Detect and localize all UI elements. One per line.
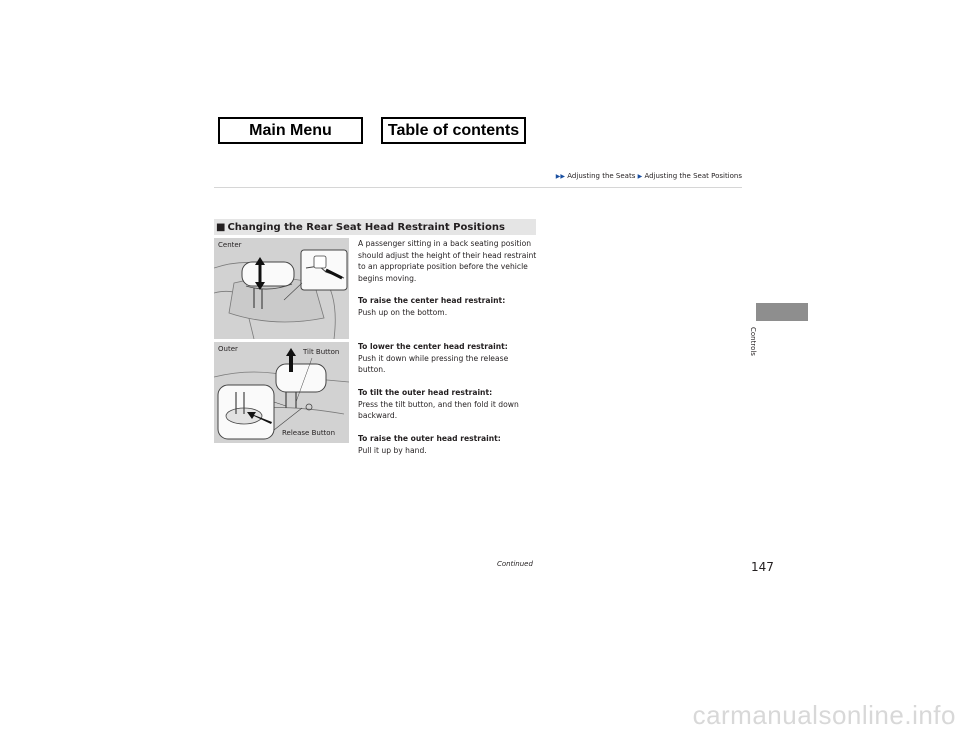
breadcrumb <box>556 172 742 180</box>
intro-paragraph <box>358 238 538 284</box>
table-of-contents-button[interactable]: Table of contents <box>381 117 526 144</box>
section-heading <box>214 219 536 235</box>
outer-restraint-drawing <box>214 342 349 443</box>
raise-center-text: Push up on the bottom. <box>358 307 448 317</box>
raise-outer-block <box>358 433 538 456</box>
outer-restraint-illustration <box>214 342 349 443</box>
center-restraint-illustration <box>214 238 349 339</box>
header-divider <box>214 187 742 188</box>
breadcrumb-level2[interactable]: Adjusting the Seat Positions <box>644 172 742 180</box>
tilt-button-label: Tilt Button <box>303 348 340 356</box>
watermark-text: carmanualsonline.info <box>692 700 956 730</box>
tilt-outer-heading: To tilt the outer head restraint: <box>358 388 493 397</box>
chapter-label: Controls <box>749 327 757 356</box>
chapter-tab[interactable] <box>756 303 808 321</box>
center-restraint-drawing <box>214 238 349 339</box>
square-bullet-icon: ■ <box>216 221 226 233</box>
raise-outer-heading: To raise the outer head restraint: <box>358 434 501 443</box>
outer-figure-label: Outer <box>218 345 238 353</box>
section-title-text: Changing the Rear Seat Head Restraint Positions <box>227 221 505 233</box>
page-number: 147 <box>751 560 774 574</box>
lower-center-block <box>358 341 538 376</box>
raise-center-heading: To raise the center head restraint: <box>358 296 506 305</box>
breadcrumb-arrow-icon: ▶ <box>637 173 643 180</box>
continued-label: Continued <box>497 560 533 568</box>
intro-text: A passenger sitting in a back seating position should adjust the height of their head restraint to an appropriate position before the vehicle begins moving. <box>358 239 537 283</box>
main-menu-button[interactable]: Main Menu <box>218 117 363 144</box>
release-button-label: Release Button <box>282 429 336 437</box>
raise-outer-text: Pull it up by hand. <box>358 445 427 455</box>
center-figure-label: Center <box>218 241 242 249</box>
raise-center-block <box>358 295 538 318</box>
breadcrumb-arrow-icon: ▶▶ <box>555 173 566 180</box>
tilt-outer-block <box>358 387 538 422</box>
lower-center-heading: To lower the center head restraint: <box>358 342 508 351</box>
tilt-outer-text: Press the tilt button, and then fold it down backward. <box>358 399 519 421</box>
lower-center-text: Push it down while pressing the release button. <box>358 353 509 375</box>
breadcrumb-level1[interactable]: Adjusting the Seats <box>567 172 636 180</box>
